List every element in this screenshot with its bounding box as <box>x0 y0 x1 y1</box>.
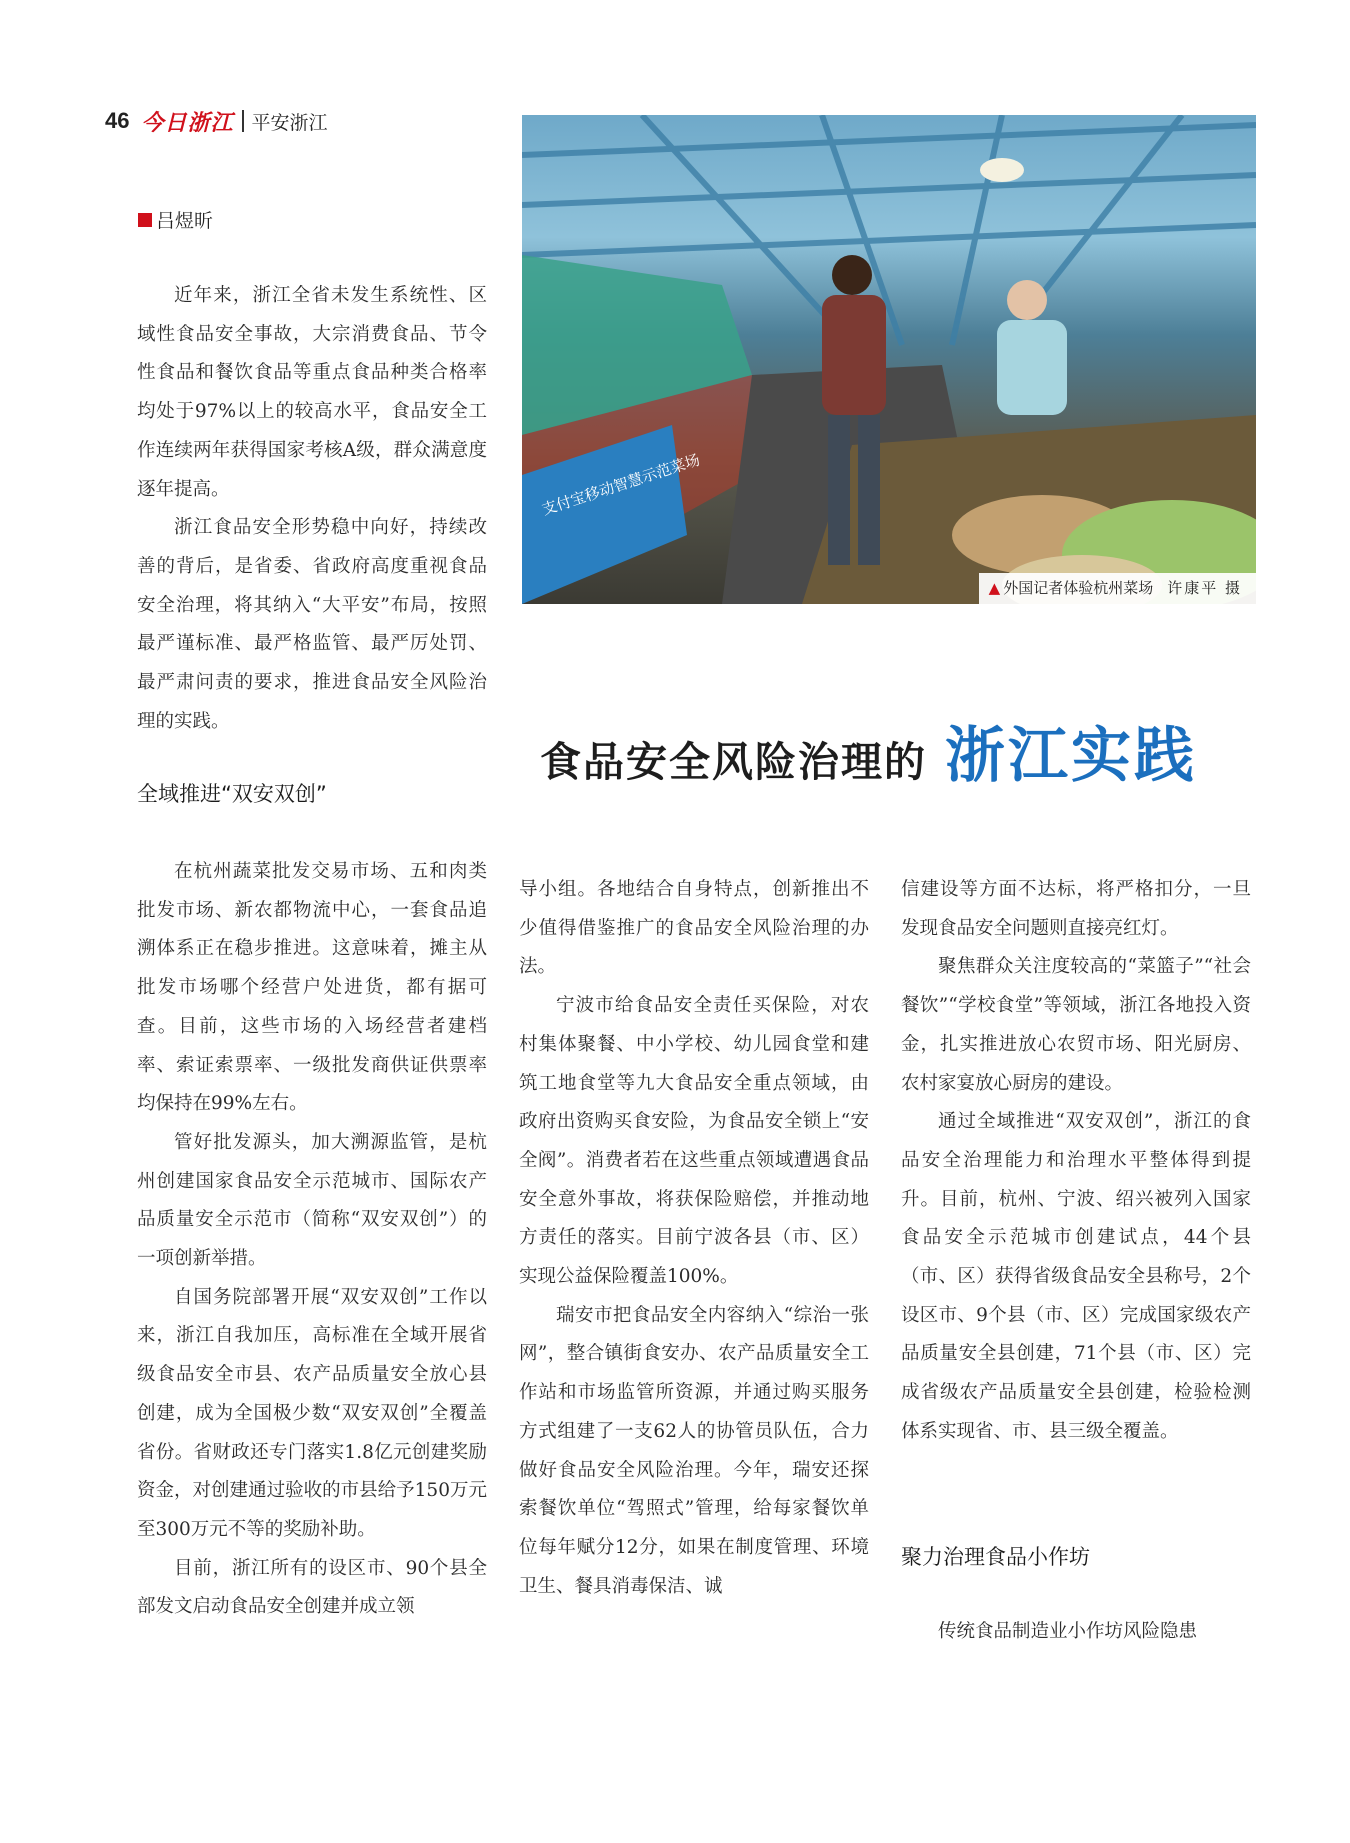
body-column-3 <box>901 871 1251 1452</box>
body-paragraph: 导小组。各地结合自身特点，创新推出不少值得借鉴推广的食品安全风险治理的办法。 <box>519 879 869 978</box>
triangle-icon: ▲ <box>988 579 1001 597</box>
market-photo <box>522 115 1256 604</box>
title-part1: 食品安全风险治理的 <box>540 738 927 786</box>
header-divider <box>242 110 244 132</box>
body-column-2 <box>519 871 869 1606</box>
page-header <box>105 104 328 138</box>
magazine-logo: 今日浙江 <box>141 109 234 136</box>
person-silhouette <box>997 280 1067 415</box>
subheading: 聚力治理食品小作坊 <box>901 1545 1090 1569</box>
section-name: 平安浙江 <box>251 111 328 134</box>
subheading: 全域推进“双安双创” <box>137 782 327 806</box>
photo-caption <box>979 573 1256 604</box>
body-paragraph: 传统食品制造业小作坊风险隐患 <box>938 1621 1198 1642</box>
photo-credit: 许康平 摄 <box>1167 579 1242 597</box>
market-scene-illustration <box>522 115 1256 604</box>
body-paragraph: 瑞安市把食品安全内容纳入“综治一张网”，整合镇街食安办、农产品质量安全工作站和市场监管所资源，并通过购买服务方式组建了一支62人的协管员队伍，合力做好食品安全风险治理。今年，瑞安还探索餐饮单位“驾照式”管理，给每家餐饮单位每年赋分12分，如果在制度管理、环境卫生、餐具消毒保洁、诚 <box>519 1304 869 1597</box>
body-paragraph: 目前，浙江所有的设区市、90个县全部发文启动食品安全创建并成立领 <box>137 1557 487 1618</box>
body-paragraph: 管好批发源头，加大溯源监管，是杭州创建国家食品安全示范城市、国际农产品质量安全示范市（简称“双安双创”）的一项创新举措。 <box>137 1131 487 1270</box>
body-paragraph: 通过全域推进“双安双创”，浙江的食品安全治理能力和治理水平整体得到提升。目前，杭州、宁波、绍兴被列入国家食品安全示范城市创建试点，44个县（市、区）获得省级食品安全县称号，2个设区市、9个县（市、区）完成国家级农产品质量安全县创建，71个县（市、区）完成省级农产品质量安全县创建，检验检测体系实现省、市、县三级全覆盖。 <box>901 1111 1251 1442</box>
intro-paragraph: 浙江食品安全形势稳中向好，持续改善的背后，是省委、省政府高度重视食品安全治理，将其纳入“大平安”布局，按照最严谨标准、最严格监管、最严厉处罚、最严肃问责的要求，推进食品安全风险治理的实践。 <box>137 517 487 732</box>
author-byline <box>138 206 213 233</box>
banner-text: 支付宝移动智慧示范菜场 <box>539 450 703 519</box>
body-paragraph: 宁波市给食品安全责任买保险，对农村集体聚餐、中小学校、幼儿园食堂和建筑工地食堂等九大食品安全重点领域，由政府出资购买食安险，为食品安全锁上“安全阀”。消费者若在这些重点领域遭遇食品安全意外事故，将获保险赔偿，并推动地方责任的落实。目前宁波各县（市、区）实现公益保险覆盖100%。 <box>519 995 869 1288</box>
author-name: 吕煜昕 <box>156 210 214 232</box>
red-square-icon <box>138 213 152 227</box>
body-paragraph: 自国务院部署开展“双安双创”工作以来，浙江自我加压，高标准在全域开展省级食品安全市县、农产品质量安全放心县创建，成为全国极少数“双安双创”全覆盖省份。省财政还专门落实1.8亿元创建奖励资金，对创建通过验收的市县给予150万元至300万元不等的奖励补助。 <box>137 1286 487 1540</box>
body-column-1 <box>137 853 487 1627</box>
caption-text: 外国记者体验杭州菜场 <box>1003 579 1154 597</box>
intro-paragraph: 近年来，浙江全省未发生系统性、区域性食品安全事故，大宗消费食品、节令性食品和餐饮食品等重点食品种类合格率均处于97%以上的较高水平，食品安全工作连续两年获得国家考核A级，群众满意度逐年提高。 <box>137 285 487 500</box>
body-column-3-tail <box>901 1613 1251 1652</box>
page-number: 46 <box>105 108 130 133</box>
intro-column <box>137 277 487 741</box>
article-title <box>540 708 1197 794</box>
body-paragraph: 聚焦群众关注度较高的“菜篮子”“社会餐饮”“学校食堂”等领域，浙江各地投入资金，扎实推进放心农贸市场、阳光厨房、农村家宴放心厨房的建设。 <box>901 956 1251 1094</box>
body-paragraph: 信建设等方面不达标，将严格扣分，一旦发现食品安全问题则直接亮红灯。 <box>901 879 1251 939</box>
body-paragraph: 在杭州蔬菜批发交易市场、五和肉类批发市场、新农都物流中心，一套食品追溯体系正在稳步推进。这意味着，摊主从批发市场哪个经营户处进货，都有据可查。目前，这些市场的入场经营者建档率、索证索票率、一级批发商供证供票率均保持在99%左右。 <box>137 861 487 1115</box>
title-part2: 浙江实践 <box>945 721 1197 791</box>
